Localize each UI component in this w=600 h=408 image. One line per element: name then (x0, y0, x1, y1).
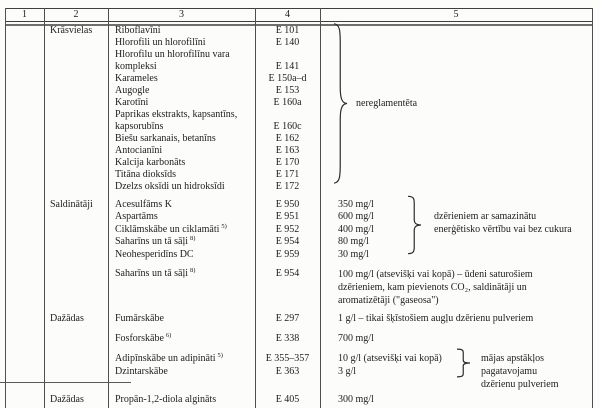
cell-limit (338, 268, 533, 307)
cell-substance: Biešu sarkanais, betanīns (115, 133, 216, 144)
cell-limit-line: aromatizētāji ("gaseosa") (338, 295, 439, 306)
cell-substance: Fumārskābe (115, 313, 164, 324)
cell-enumber: E 172 (275, 181, 300, 192)
brace-label: pagatavojamu (481, 366, 538, 377)
cell-substance: Hlorofilu un hlorofilīnu vara (115, 49, 230, 60)
cell-substance: kapsorubīns (115, 121, 164, 132)
column-header-4: 4 (285, 9, 290, 20)
cell-limit: 300 mg/l (338, 394, 374, 405)
cell-enumber: E 160a (273, 97, 302, 108)
cell-enumber: E 101 (275, 25, 300, 36)
cell-enumber: E 297 (275, 313, 300, 324)
cell-limit: 10 g/l (atsevišķi vai kopā) (338, 353, 442, 364)
cell-enumber: E 959 (275, 249, 300, 260)
table-left-border (5, 8, 6, 408)
cell-substance: Acesulfāms K (115, 199, 172, 210)
cell-substance: Augogle (115, 85, 150, 96)
cell-limit: 700 mg/l (338, 333, 374, 344)
footnote-reference: 8) (190, 266, 196, 274)
cell-substance: Riboflavīni (115, 25, 161, 36)
col2-col3-divider (108, 8, 109, 408)
cell-enumber: E 160c (273, 121, 302, 132)
cell-enumber: E 338 (275, 333, 300, 344)
cell-limit: 1 g/l – tikai šķīstošiem augļu dzērienu pulveriem (338, 313, 534, 324)
cell-limit: 3 g/l (338, 366, 357, 377)
section-separator-line (0, 382, 131, 383)
grouping-brace (457, 349, 470, 377)
brace-label: enerģētisko vērtību vai bez cukura (434, 224, 572, 235)
cell-substance: Hlorofili un hlorofilīni (115, 37, 206, 48)
cell-limit: 80 mg/l (338, 236, 369, 247)
cell-enumber: E 153 (275, 85, 300, 96)
cell-enumber: E 950 (275, 199, 300, 210)
cell-substance: Aspartāms (115, 211, 158, 222)
cell-enumber: E 954 (275, 236, 300, 247)
cell-limit-line: dzērieniem, kam pievienots CO₂, saldinātāji un (338, 282, 527, 293)
cell-limit-line: 100 mg/l (atsevišķi vai kopā) – ūdeni saturošiem (338, 269, 533, 280)
footnote-reference: 8) (190, 234, 196, 242)
cell-substance: Neohesperidīns DC (115, 249, 194, 260)
column-header-1: 1 (22, 9, 27, 20)
cell-enumber: E 162 (275, 133, 300, 144)
grouping-brace (334, 23, 347, 184)
cell-category: Saldinātāji (50, 199, 93, 210)
column-header-5: 5 (453, 9, 459, 20)
cell-substance: Saharīns un tā sāļi $^{8)}$ (115, 234, 196, 247)
cell-substance: Karameles (115, 73, 158, 84)
column-header-2: 2 (73, 9, 79, 20)
cell-enumber: E 171 (275, 169, 300, 180)
column-header-3: 3 (179, 9, 184, 20)
cell-limit: 600 mg/l (338, 211, 374, 222)
col4-col5-divider (320, 8, 321, 408)
cell-limit: 400 mg/l (338, 224, 374, 235)
cell-enumber: E 141 (275, 61, 300, 72)
brace-label: mājas apstākļos (481, 353, 545, 364)
brace-label: dzērienu pulveriem (481, 379, 559, 390)
cell-substance: Titāna dioksīds (115, 169, 177, 180)
footnote-reference: 5) (221, 222, 227, 230)
cell-category: Dažādas (50, 313, 84, 324)
footnote-reference: 5) (217, 351, 223, 359)
cell-limit: 30 mg/l (338, 249, 369, 260)
cell-substance: Dzelzs oksīdi un hidroksīdi (115, 181, 225, 192)
cell-enumber: E 163 (275, 145, 300, 156)
brace-label: nereglamentēta (356, 98, 418, 109)
cell-enumber: E 363 (275, 366, 300, 377)
cell-substance: Propān-1,2-diola algināts (115, 394, 217, 405)
cell-substance: Saharīns un tā sāļi $^{8)}$ (115, 266, 196, 279)
cell-enumber: E 170 (275, 157, 300, 168)
cell-enumber: E 952 (275, 224, 300, 235)
cell-substance: Fosforskābe $^{6)}$ (115, 331, 172, 344)
cell-substance: Adipīnskābe un adipināti $^{5)}$ (115, 351, 223, 364)
col1-col2-divider (44, 8, 45, 408)
cell-substance: Ciklāmskābe un ciklamāti $^{5)}$ (115, 222, 227, 235)
cell-enumber: E 951 (275, 211, 300, 222)
cell-substance: Karotīni (115, 97, 149, 108)
cell-limit: 350 mg/l (338, 199, 374, 210)
cell-enumber: E 140 (275, 37, 300, 48)
brace-label: dzērieniem ar samazinātu (434, 211, 537, 222)
cell-enumber: E 355–357 (265, 353, 310, 364)
cell-enumber: E 150a–d (268, 73, 307, 84)
cell-category: Dažādas (50, 394, 84, 405)
cell-substance: kompleksi (115, 61, 157, 72)
footnote-reference: 6) (165, 331, 172, 339)
table-right-border (592, 8, 593, 408)
cell-enumber: E 405 (275, 394, 300, 405)
cell-substance: Paprikas ekstrakts, kapsantīns, (115, 109, 238, 120)
grouping-brace (408, 196, 421, 254)
cell-substance: Kalcija karbonāts (115, 157, 186, 168)
cell-substance: Dzintarskābe (115, 366, 168, 377)
cell-category: Krāsvielas (50, 25, 93, 36)
cell-substance: Antocianīni (115, 145, 163, 156)
cell-enumber: E 954 (275, 268, 300, 279)
